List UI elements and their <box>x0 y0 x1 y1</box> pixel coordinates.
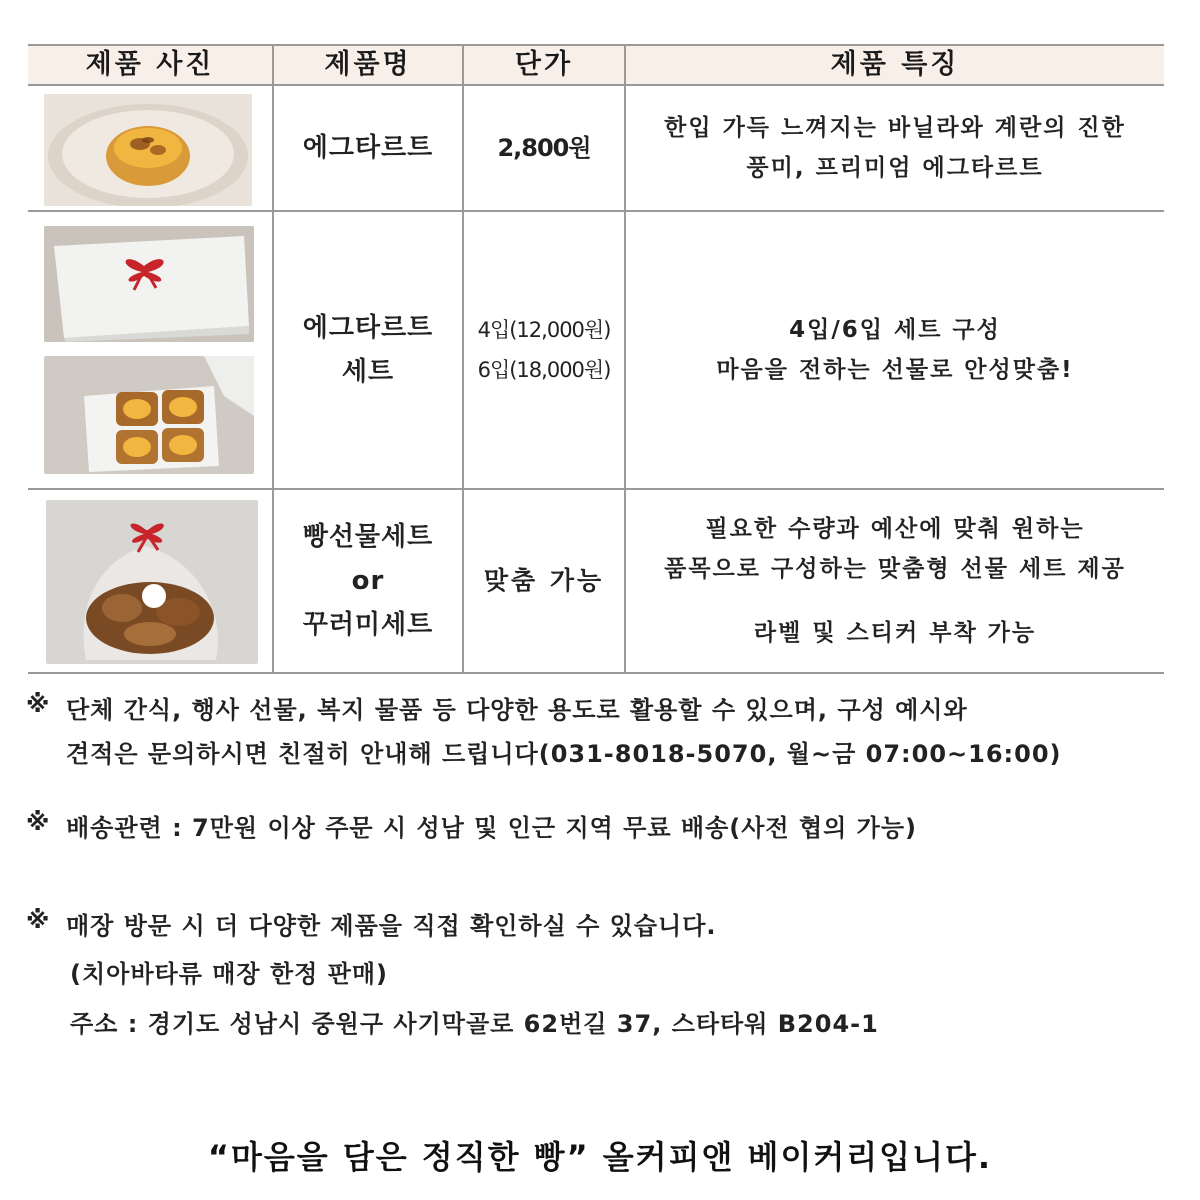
note-mark-2: ※ <box>26 808 51 836</box>
row-1-feature-line-1: 한입 가득 느껴지는 바닐라와 계란의 진한 <box>664 115 1126 141</box>
row-2-feature-line-1: 4입/6입 세트 구성 <box>789 317 1001 343</box>
header-photo: 제품 사진 <box>85 49 215 80</box>
row-1-name <box>274 86 462 210</box>
product-table <box>28 42 1164 674</box>
row-2-feature-line-2: 마음을 전하는 선물로 안성맞춤! <box>716 357 1074 383</box>
row-1-features <box>626 86 1164 210</box>
row-3-name-line-3: 꾸러미세트 <box>302 610 434 640</box>
row-3-feature-line-2: 품목으로 구성하는 맞춤형 선물 세트 제공 <box>664 556 1126 582</box>
note-mark-1: ※ <box>26 690 51 718</box>
row-2-price <box>464 212 624 488</box>
row-2-price-line-2: 6입(18,000원) <box>477 358 611 382</box>
row-3-feature-line-3: 라벨 및 스티커 부착 가능 <box>753 620 1037 646</box>
row-3-features <box>626 490 1164 672</box>
row-1-name-line: 에그타르트 <box>302 133 434 163</box>
bread-bag-photo <box>46 500 258 664</box>
row-2-price-line-1: 4입(12,000원) <box>477 318 611 342</box>
open-box-photo <box>44 356 254 474</box>
row-2-name-line-1: 에그타르트 <box>302 313 434 343</box>
header-name: 제품명 <box>324 49 412 80</box>
row-1-feature-line-2: 풍미, 프리미엄 에그타르트 <box>746 155 1044 181</box>
note-group-line-1: 단체 간식, 행사 선물, 복지 물품 등 다양한 용도로 활용할 수 있으며, 구성 예시와 <box>66 696 968 724</box>
note-group-line-2: 견적은 문의하시면 친절히 안내해 드립니다(031-8018-5070, 월~금 07:00~16:00) <box>66 740 1062 768</box>
header-price: 단가 <box>514 49 574 80</box>
gift-box-photo <box>44 226 254 342</box>
row-3-feature-line-1: 필요한 수량과 예산에 맞춰 원하는 <box>705 516 1085 542</box>
note-address: 주소 : 경기도 성남시 중원구 사기막골로 62번길 37, 스타타워 B204-1 <box>70 1010 879 1038</box>
row-3-name-line-1: 빵선물세트 <box>302 522 434 552</box>
note-visit: 매장 방문 시 더 다양한 제품을 직접 확인하실 수 있습니다. <box>66 912 717 940</box>
note-mark-3: ※ <box>26 906 51 934</box>
row-3-price <box>464 490 624 672</box>
egg-tart-photo <box>44 94 252 206</box>
table-bottom-rule <box>28 672 1164 674</box>
row-1-price-line: 2,800원 <box>497 134 591 162</box>
footer-slogan: “마음을 담은 정직한 빵” 올커피앤 베이커리입니다. <box>207 1138 993 1176</box>
row-3-name <box>274 490 462 672</box>
notes-section <box>26 690 1176 1110</box>
row-2-name-line-2: 세트 <box>341 357 395 387</box>
header-features: 제품 특징 <box>830 49 960 80</box>
row-3-name-line-2: or <box>351 566 385 596</box>
note-visit-sub: (치아바타류 매장 한정 판매) <box>70 960 389 988</box>
row-2-name <box>274 212 462 488</box>
row-1-price <box>464 86 624 210</box>
note-delivery: 배송관련 : 7만원 이상 주문 시 성남 및 인근 지역 무료 배송(사전 협의 가능) <box>66 814 918 842</box>
row-3-price-line: 맞춤 가능 <box>483 566 605 595</box>
row-2-features <box>626 212 1164 488</box>
